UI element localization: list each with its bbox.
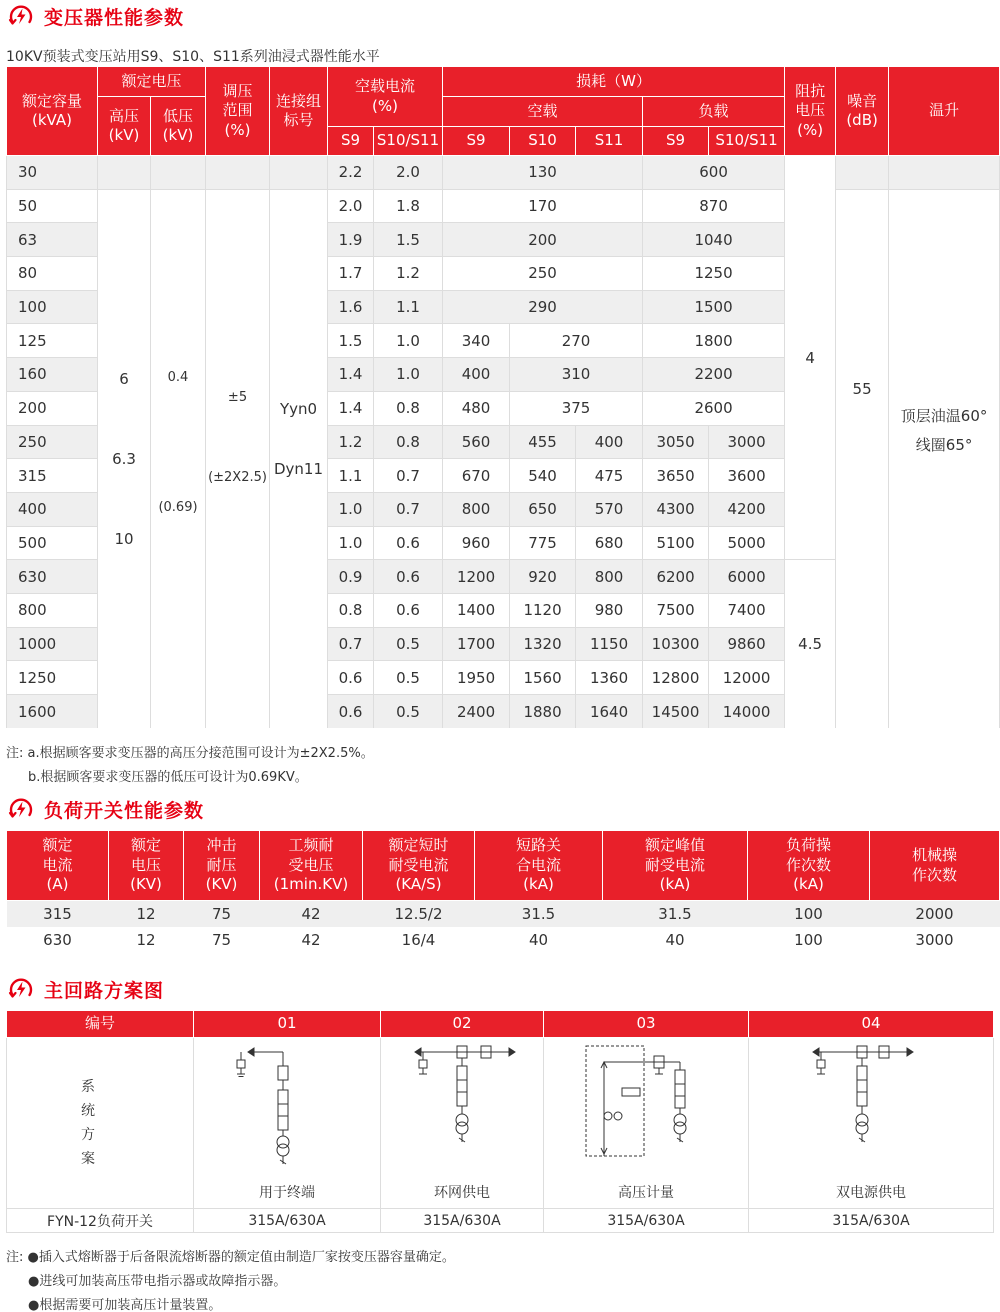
capacity-cell: 250 [7, 425, 98, 459]
caption-02: 环网供电 [434, 1185, 490, 1201]
header-hv: 高压 (kV) [98, 97, 151, 156]
capacity-cell: 1000 [7, 627, 98, 661]
switch-cell: 16/4 [401, 930, 436, 949]
noload-s1011-cell: 310 [510, 358, 643, 392]
load-s9-cell: 14500 [643, 695, 709, 729]
nlc-s1011-cell: 0.7 [374, 492, 443, 526]
product-label: FYN-12负荷开关 [7, 1209, 194, 1233]
header-nl-s10: S10 [510, 127, 576, 156]
load-loss-cell: 2600 [643, 391, 785, 425]
row-label-char: 系 [81, 1079, 95, 1095]
switch-cell: 12.5/2 [363, 901, 475, 927]
load-loss-cell: 870 [643, 189, 785, 223]
nlc-s9-cell: 1.9 [328, 223, 374, 257]
table-row [7, 901, 1000, 927]
header-tap-range: 调压 范围 (%) [206, 67, 270, 156]
row-label-char: 方 [81, 1127, 95, 1143]
noload-s9-cell: 960 [443, 526, 510, 560]
load-s9-cell: 3050 [643, 425, 709, 459]
load-loss-cell: 1800 [643, 324, 785, 358]
ring-network-diagram-icon [381, 1038, 544, 1178]
capacity-cell: 50 [7, 189, 98, 223]
noload-s10-cell: 650 [510, 492, 576, 526]
section-title: 变压器性能参数 [44, 6, 185, 29]
rating-02: 315A/630A [381, 1209, 544, 1233]
load-s9-cell: 3650 [643, 459, 709, 493]
section-title: 负荷开关性能参数 [44, 799, 205, 822]
load-s1011-cell: 3600 [709, 459, 785, 493]
noload-s11-cell: 475 [576, 459, 643, 493]
header-nl-s9: S9 [443, 127, 510, 156]
noload-s9-cell: 670 [443, 459, 510, 493]
load-switch-table [6, 830, 1000, 953]
capacity-cell: 630 [7, 560, 98, 594]
noload-s11-cell: 680 [576, 526, 643, 560]
switch-cell: 31.5 [603, 901, 748, 927]
load-s1011-cell: 5000 [709, 526, 785, 560]
noload-s11-cell: 980 [576, 593, 643, 627]
header-impedance: 阻抗 电压 (%) [785, 67, 836, 156]
noload-s9-cell: 1950 [443, 661, 510, 695]
switch-header-7: 负荷操 作次数 (kA) [748, 831, 870, 901]
capacity-cell: 400 [7, 492, 98, 526]
temp-blank-cell [889, 156, 1000, 190]
noload-s10-cell: 1880 [510, 695, 576, 729]
capacity-cell: 315 [7, 459, 98, 493]
switch-cell: 630 [43, 930, 72, 949]
noload-loss-cell: 130 [443, 156, 643, 190]
rating-04: 315A/630A [749, 1209, 994, 1233]
load-s1011-cell: 3000 [709, 425, 785, 459]
nlc-s1011-cell: 0.5 [374, 661, 443, 695]
nlc-s1011-cell: 0.6 [374, 526, 443, 560]
lightning-icon [8, 796, 34, 822]
hv-metering-diagram-icon [544, 1038, 749, 1178]
nlc-s1011-cell: 0.5 [374, 627, 443, 661]
switch-cell: 75 [211, 930, 232, 949]
noload-s11-cell: 1360 [576, 661, 643, 695]
nlc-s9-cell: 0.9 [328, 560, 374, 594]
switch-cell: 2000 [870, 901, 1000, 927]
noload-s10-cell: 1120 [510, 593, 576, 627]
note-metering: ●根据需要可加装高压计量装置。 [28, 1298, 222, 1312]
noload-s9-cell: 1200 [443, 560, 510, 594]
nlc-s1011-cell: 1.8 [374, 189, 443, 223]
table-row [7, 927, 1000, 953]
blank-hv-cell [98, 156, 151, 190]
note-a: 注: a.根据顾客要求变压器的高压分接范围可设计为±2X2.5%。 [6, 746, 374, 761]
nlc-s1011-cell: 0.7 [374, 459, 443, 493]
nlc-s1011-cell: 0.8 [374, 391, 443, 425]
section-heading-load-switch [8, 796, 204, 822]
scheme-number-02: 02 [381, 1011, 544, 1038]
scheme-diagram-02 [381, 1038, 544, 1209]
load-s1011-cell: 12000 [709, 661, 785, 695]
switch-cell: 100 [748, 901, 870, 927]
nlc-s1011-cell: 0.6 [374, 560, 443, 594]
header-rated-voltage: 额定电压 [98, 67, 206, 97]
nlc-s9-cell: 1.4 [328, 358, 374, 392]
nlc-s9-cell: 1.6 [328, 290, 374, 324]
noload-s10-cell: 920 [510, 560, 576, 594]
switch-cell: 12 [136, 930, 156, 949]
switch-header-0: 额定 电流 (A) [7, 831, 109, 901]
blank-lv-cell [151, 156, 206, 190]
header-connection: 连接组 标号 [270, 67, 328, 156]
noload-s10-cell: 540 [510, 459, 576, 493]
switch-header-4: 额定短时 耐受电流 (KA/S) [363, 831, 475, 901]
temp-rise-oil: 顶层油温60° [900, 406, 988, 425]
nlc-s1011-cell: 1.0 [374, 358, 443, 392]
noload-s1011-cell: 270 [510, 324, 643, 358]
lightning-icon [8, 3, 34, 29]
noload-loss-cell: 250 [443, 257, 643, 291]
header-load: 负载 [643, 97, 785, 127]
capacity-cell: 500 [7, 526, 98, 560]
impedance-a-cell: 4 [785, 156, 836, 560]
merged-hv-value: 6.3 [112, 449, 136, 468]
noload-s9-cell: 1700 [443, 627, 510, 661]
table-row [7, 189, 1000, 223]
capacity-cell: 100 [7, 290, 98, 324]
load-loss-cell: 1500 [643, 290, 785, 324]
dual-power-diagram-icon [749, 1038, 994, 1178]
row-label-char: 统 [81, 1103, 95, 1119]
noload-s10-cell: 455 [510, 425, 576, 459]
temp-rise-coil: 线圈65° [915, 435, 973, 454]
noise-cell: 55 [836, 189, 889, 728]
scheme-diagram-04 [749, 1038, 994, 1209]
nlc-s1011-cell: 2.0 [374, 156, 443, 190]
header-noise: 噪音 (dB) [836, 67, 889, 156]
load-s9-cell: 6200 [643, 560, 709, 594]
merged-tap-cell [206, 189, 270, 728]
section-heading-transformer [8, 3, 184, 29]
nlc-s9-cell: 1.7 [328, 257, 374, 291]
nlc-s1011-cell: 1.2 [374, 257, 443, 291]
capacity-cell: 80 [7, 257, 98, 291]
capacity-cell: 125 [7, 324, 98, 358]
switch-cell: 40 [665, 930, 685, 949]
capacity-cell: 63 [7, 223, 98, 257]
load-s9-cell: 12800 [643, 661, 709, 695]
nlc-s9-cell: 1.2 [328, 425, 374, 459]
noload-s9-cell: 480 [443, 391, 510, 425]
switch-cell: 3000 [915, 930, 954, 949]
blank-tap-cell [206, 156, 270, 190]
switch-cell: 42 [260, 901, 363, 927]
header-nlc-s1011: S10/S11 [374, 127, 443, 156]
merged-connection-value: Dyn11 [274, 459, 324, 478]
nlc-s9-cell: 1.4 [328, 391, 374, 425]
switch-header-1: 额定 电压 (KV) [109, 831, 184, 901]
scheme-number-01: 01 [194, 1011, 381, 1038]
lightning-icon [8, 976, 34, 1002]
nlc-s1011-cell: 1.0 [374, 324, 443, 358]
nlc-s9-cell: 1.0 [328, 526, 374, 560]
capacity-cell: 160 [7, 358, 98, 392]
load-s1011-cell: 4200 [709, 492, 785, 526]
header-loss: 损耗（W） [443, 67, 785, 97]
caption-03: 高压计量 [618, 1185, 674, 1201]
noload-s9-cell: 800 [443, 492, 510, 526]
note-fuse: 注: ●插入式熔断器于后备限流熔断器的额定值由制造厂家按变压器容量确定。 [6, 1250, 455, 1265]
noload-s10-cell: 1560 [510, 661, 576, 695]
capacity-cell: 1250 [7, 661, 98, 695]
caption-01: 用于终端 [259, 1185, 315, 1201]
noload-s11-cell: 1640 [576, 695, 643, 729]
switch-cell: 42 [301, 930, 321, 949]
header-nl-s11: S11 [576, 127, 643, 156]
note-b: b.根据顾客要求变压器的低压可设计为0.69KV。 [28, 770, 308, 785]
nlc-s1011-cell: 0.8 [374, 425, 443, 459]
header-capacity: 额定容量 (kVA) [7, 67, 98, 156]
header-number: 编号 [7, 1011, 194, 1038]
header-no-load-current: 空载电流 (%) [328, 67, 443, 127]
nlc-s1011-cell: 0.6 [374, 593, 443, 627]
noload-s9-cell: 560 [443, 425, 510, 459]
load-s9-cell: 4300 [643, 492, 709, 526]
noload-s9-cell: 400 [443, 358, 510, 392]
nlc-s1011-cell: 1.5 [374, 223, 443, 257]
nlc-s9-cell: 0.6 [328, 661, 374, 695]
nlc-s9-cell: 2.2 [328, 156, 374, 190]
noload-loss-cell: 290 [443, 290, 643, 324]
load-s9-cell: 10300 [643, 627, 709, 661]
nlc-s9-cell: 1.1 [328, 459, 374, 493]
capacity-cell: 200 [7, 391, 98, 425]
scheme-number-04: 04 [749, 1011, 994, 1038]
merged-tap-value: (±2X2.5) [208, 469, 267, 485]
nlc-s9-cell: 0.6 [328, 695, 374, 729]
merged-connection-cell [270, 189, 328, 728]
section-title: 主回路方案图 [44, 979, 165, 1002]
nlc-s9-cell: 1.0 [328, 492, 374, 526]
noload-s9-cell: 340 [443, 324, 510, 358]
header-ld-s1011: S10/S11 [709, 127, 785, 156]
load-loss-cell: 2200 [643, 358, 785, 392]
table-subtitle: 10KV预装式变压站用S9、S10、S11系列油浸式器性能水平 [6, 49, 380, 65]
nlc-s9-cell: 1.5 [328, 324, 374, 358]
scheme-diagram-01 [194, 1038, 381, 1209]
noload-loss-cell: 200 [443, 223, 643, 257]
nlc-s9-cell: 2.0 [328, 189, 374, 223]
load-s9-cell: 7500 [643, 593, 709, 627]
merged-hv-value: 6 [119, 369, 129, 388]
capacity-cell: 30 [7, 156, 98, 190]
caption-04: 双电源供电 [836, 1185, 906, 1201]
noload-s11-cell: 400 [576, 425, 643, 459]
noload-s10-cell: 775 [510, 526, 576, 560]
merged-lv-value: (0.69) [158, 499, 198, 515]
switch-header-6: 额定峰值 耐受电流 (kA) [603, 831, 748, 901]
system-scheme-label [7, 1038, 194, 1209]
header-nlc-s9: S9 [328, 127, 374, 156]
load-loss-cell: 1040 [643, 223, 785, 257]
capacity-cell: 1600 [7, 695, 98, 729]
load-s1011-cell: 9860 [709, 627, 785, 661]
rating-03: 315A/630A [544, 1209, 749, 1233]
merged-lv-cell [151, 189, 206, 728]
switch-header-5: 短路关 合电流 (kA) [475, 831, 603, 901]
nlc-s9-cell: 0.8 [328, 593, 374, 627]
noload-s9-cell: 2400 [443, 695, 510, 729]
merged-hv-cell [98, 189, 151, 728]
load-s1011-cell: 7400 [709, 593, 785, 627]
rating-01: 315A/630A [194, 1209, 381, 1233]
header-lv: 低压 (kV) [151, 97, 206, 156]
table-row [7, 156, 1000, 190]
header-no-load: 空载 [443, 97, 643, 127]
noload-s1011-cell: 375 [510, 391, 643, 425]
noload-s11-cell: 1150 [576, 627, 643, 661]
switch-header-3: 工频耐 受电压 (1min.KV) [260, 831, 363, 901]
merged-lv-value: 0.4 [167, 369, 189, 385]
note-indicator: ●进线可加装高压带电指示器或故障指示器。 [28, 1274, 287, 1289]
row-label-char: 案 [81, 1151, 95, 1167]
nlc-s1011-cell: 0.5 [374, 695, 443, 729]
noload-s11-cell: 800 [576, 560, 643, 594]
switch-cell: 12 [109, 901, 184, 927]
merged-connection-value: Yyn0 [279, 399, 318, 418]
noload-s9-cell: 1400 [443, 593, 510, 627]
switch-cell: 315 [7, 901, 109, 927]
switch-cell: 75 [184, 901, 260, 927]
noload-loss-cell: 170 [443, 189, 643, 223]
merged-tap-value: ±5 [227, 389, 248, 405]
switch-cell: 100 [794, 930, 823, 949]
load-s9-cell: 5100 [643, 526, 709, 560]
noload-s10-cell: 1320 [510, 627, 576, 661]
noload-s11-cell: 570 [576, 492, 643, 526]
nlc-s1011-cell: 1.1 [374, 290, 443, 324]
blank-connection-cell [270, 156, 328, 190]
scheme-diagram-03 [544, 1038, 749, 1209]
load-s1011-cell: 6000 [709, 560, 785, 594]
terminal-diagram-icon [194, 1038, 381, 1178]
header-ld-s9: S9 [643, 127, 709, 156]
nlc-s9-cell: 0.7 [328, 627, 374, 661]
noise-blank-cell [836, 156, 889, 190]
temp-rise-cell [889, 189, 1000, 728]
load-s1011-cell: 14000 [709, 695, 785, 729]
merged-hv-value: 10 [114, 529, 134, 548]
switch-header-8: 机械操 作次数 [870, 831, 1000, 901]
section-heading-main-circuit [8, 976, 164, 1002]
load-loss-cell: 600 [643, 156, 785, 190]
main-circuit-scheme-table [6, 1010, 994, 1233]
capacity-cell: 800 [7, 593, 98, 627]
impedance-b-cell: 4.5 [785, 560, 836, 728]
load-loss-cell: 1250 [643, 257, 785, 291]
scheme-number-03: 03 [544, 1011, 749, 1038]
switch-cell: 31.5 [475, 901, 603, 927]
switch-header-2: 冲击 耐压 (KV) [184, 831, 260, 901]
switch-cell: 40 [528, 930, 549, 949]
transformer-performance-table [6, 66, 1000, 728]
header-temp-rise: 温升 [889, 67, 1000, 156]
